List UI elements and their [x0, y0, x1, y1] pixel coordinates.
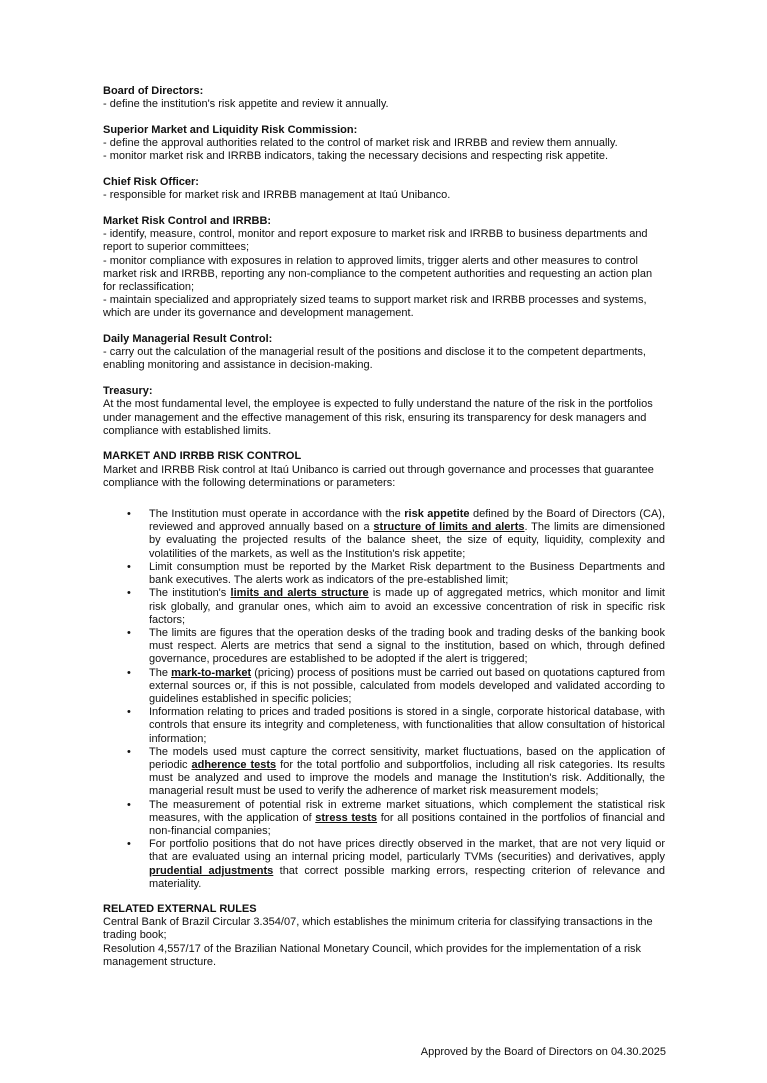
key-term: prudential adjustments	[149, 864, 274, 877]
key-term: structure of limits and alerts	[373, 521, 525, 534]
item-text: defined by the Board of Directors (CA), reviewed and approved annually based on a	[149, 508, 666, 534]
bullet-icon: •	[127, 838, 131, 851]
section-line: - define the approval authorities related to the control of market risk and IRRBB and review them annually.	[103, 137, 618, 150]
item-text: is made up of aggregated metrics, which monitor and limit risk globally, and granular ones, which aim to avoid an excessive concentration of risk in specific risk factors;	[149, 587, 665, 626]
section-commission	[103, 124, 665, 164]
item-text: for all positions contained in the portfolios of financial and non-financial companies;	[149, 811, 665, 837]
list-item	[103, 561, 665, 587]
section-external-rules	[103, 903, 665, 969]
item-text: The models used must capture the correct sensitivity, market fluctuations, based on the application of periodic	[149, 745, 665, 771]
key-term: stress tests	[315, 811, 378, 824]
list-item	[103, 706, 665, 746]
section-title: Daily Managerial Result Control:	[103, 333, 273, 346]
bullet-icon: •	[127, 666, 131, 679]
item-text: Information relating to prices and traded positions is stored in a single, corporate historical database, with controls that ensure its integrity and completeness, with functionalities that allow consultation of historical information;	[149, 706, 665, 745]
item-text: The	[149, 666, 172, 679]
determinations-list	[103, 508, 665, 891]
item-text: For portfolio positions that do not have prices directly observed in the market, that are not very liquid or that are evaluated using an internal pricing model, particularly TVMs (securities) and derivatives, apply	[149, 838, 665, 864]
section-line: Resolution 4,557/17 of the Brazilian National Monetary Council, which provides for the implementation of a risk management structure.	[103, 942, 642, 968]
item-text: Limit consumption must be reported by the Market Risk department to the Business Departments and bank executives. The alerts work as indicators of the pre-established limit;	[149, 560, 665, 587]
approval-footer: Approved by the Board of Directors on 04.30.2025	[420, 1046, 666, 1058]
item-text: . The limits are dimensioned by evaluating the projected results of the balance sheet, the size of equity, liquidity, complexity and volatilities of the markets, as well as the Institution's risk appetite;	[149, 521, 665, 560]
item-text: The institution's	[149, 587, 231, 600]
list-item	[103, 746, 665, 799]
section-line: Central Bank of Brazil Circular 3.354/07, which establishes the minimum criteria for classifying transactions in the trading book;	[103, 916, 653, 942]
key-term: limits and alerts structure	[230, 587, 369, 600]
section-title: Chief Risk Officer:	[103, 176, 199, 189]
section-line: - monitor compliance with exposures in relation to approved limits, trigger alerts and other measures to control market risk and IRRBB, reporting any non-compliance to the competent authorities and requesting an action plan for reclassification;	[103, 254, 653, 293]
item-text: (pricing) process of positions must be carried out based on quotations captured from external sources or, if this is not possible, calculated from models developed and validated according to guidelines established in specific policies;	[149, 666, 666, 705]
list-item	[103, 587, 665, 627]
section-title: Treasury:	[103, 385, 153, 398]
list-item	[103, 838, 665, 891]
section-board	[103, 85, 665, 111]
bullet-icon: •	[127, 587, 131, 600]
bullet-icon: •	[127, 626, 131, 639]
list-item	[103, 627, 665, 667]
document-page	[103, 85, 665, 981]
key-term: mark-to-market	[171, 666, 252, 679]
key-term: adherence tests	[191, 758, 277, 771]
section-title: MARKET AND IRRBB RISK CONTROL	[103, 450, 302, 463]
section-intro: Market and IRRBB Risk control at Itaú Unibanco is carried out through governance and processes that guarantee compliance with the following determinations or parameters:	[103, 463, 654, 489]
item-text: for the total portfolio and subportfolios, including all risk categories. Its results must be analyzed and used to improve the models and manage the Institution's risk. Additionally, the managerial result must be used to verify the adherence of market risk measurement models;	[149, 758, 666, 798]
section-title: Board of Directors:	[103, 85, 204, 97]
section-risk-control	[103, 450, 665, 891]
section-daily-result	[103, 333, 665, 373]
section-line: - define the institution's risk appetite and review it annually.	[103, 98, 389, 111]
section-line: - maintain specialized and appropriately sized teams to support market risk and IRRBB processes and systems, which are under its governance and development management.	[103, 294, 647, 320]
section-line: - carry out the calculation of the managerial result of the positions and disclose it to the competent departments, enabling monitoring and assistance in decision-making.	[103, 346, 646, 372]
bullet-icon: •	[127, 508, 131, 521]
item-text: The limits are figures that the operation desks of the trading book and trading desks of the banking book must respect. Alerts are metrics that send a signal to the institution, based on which, through defined governance, procedures are established to be adopted if the alert is triggered;	[149, 626, 665, 666]
section-line: - identify, measure, control, monitor and report exposure to market risk and IRRBB to business departments and report to superior committees;	[103, 228, 648, 254]
bullet-icon: •	[127, 745, 131, 758]
bullet-icon: •	[127, 560, 131, 573]
key-term: risk appetite	[404, 508, 470, 521]
section-title: RELATED EXTERNAL RULES	[103, 902, 257, 915]
list-item	[103, 508, 665, 561]
list-item	[103, 799, 665, 839]
bullet-icon: •	[127, 706, 131, 719]
item-text: The measurement of potential risk in extreme market situations, which complement the statistical risk measures, with the application of	[149, 798, 665, 824]
list-item	[103, 667, 665, 707]
section-title: Market Risk Control and IRRBB:	[103, 214, 272, 227]
bullet-icon: •	[127, 798, 131, 811]
section-treasury	[103, 385, 665, 438]
section-cro	[103, 176, 665, 202]
section-line: - responsible for market risk and IRRBB management at Itaú Unibanco.	[103, 189, 451, 202]
section-title: Superior Market and Liquidity Risk Commission:	[103, 123, 358, 136]
item-text: that correct possible marking errors, respecting criterion of relevance and materiality.	[149, 864, 665, 890]
item-text: The Institution must operate in accordance with the	[149, 508, 405, 521]
section-line: - monitor market risk and IRRBB indicators, taking the necessary decisions and respecting risk appetite.	[103, 150, 609, 163]
section-market-risk-control	[103, 215, 665, 321]
section-line: At the most fundamental level, the employee is expected to fully understand the nature of the risk in the portfolios under management and the effective management of this risk, ensuring its transparency for desk managers and compliance with established limits.	[103, 398, 653, 437]
